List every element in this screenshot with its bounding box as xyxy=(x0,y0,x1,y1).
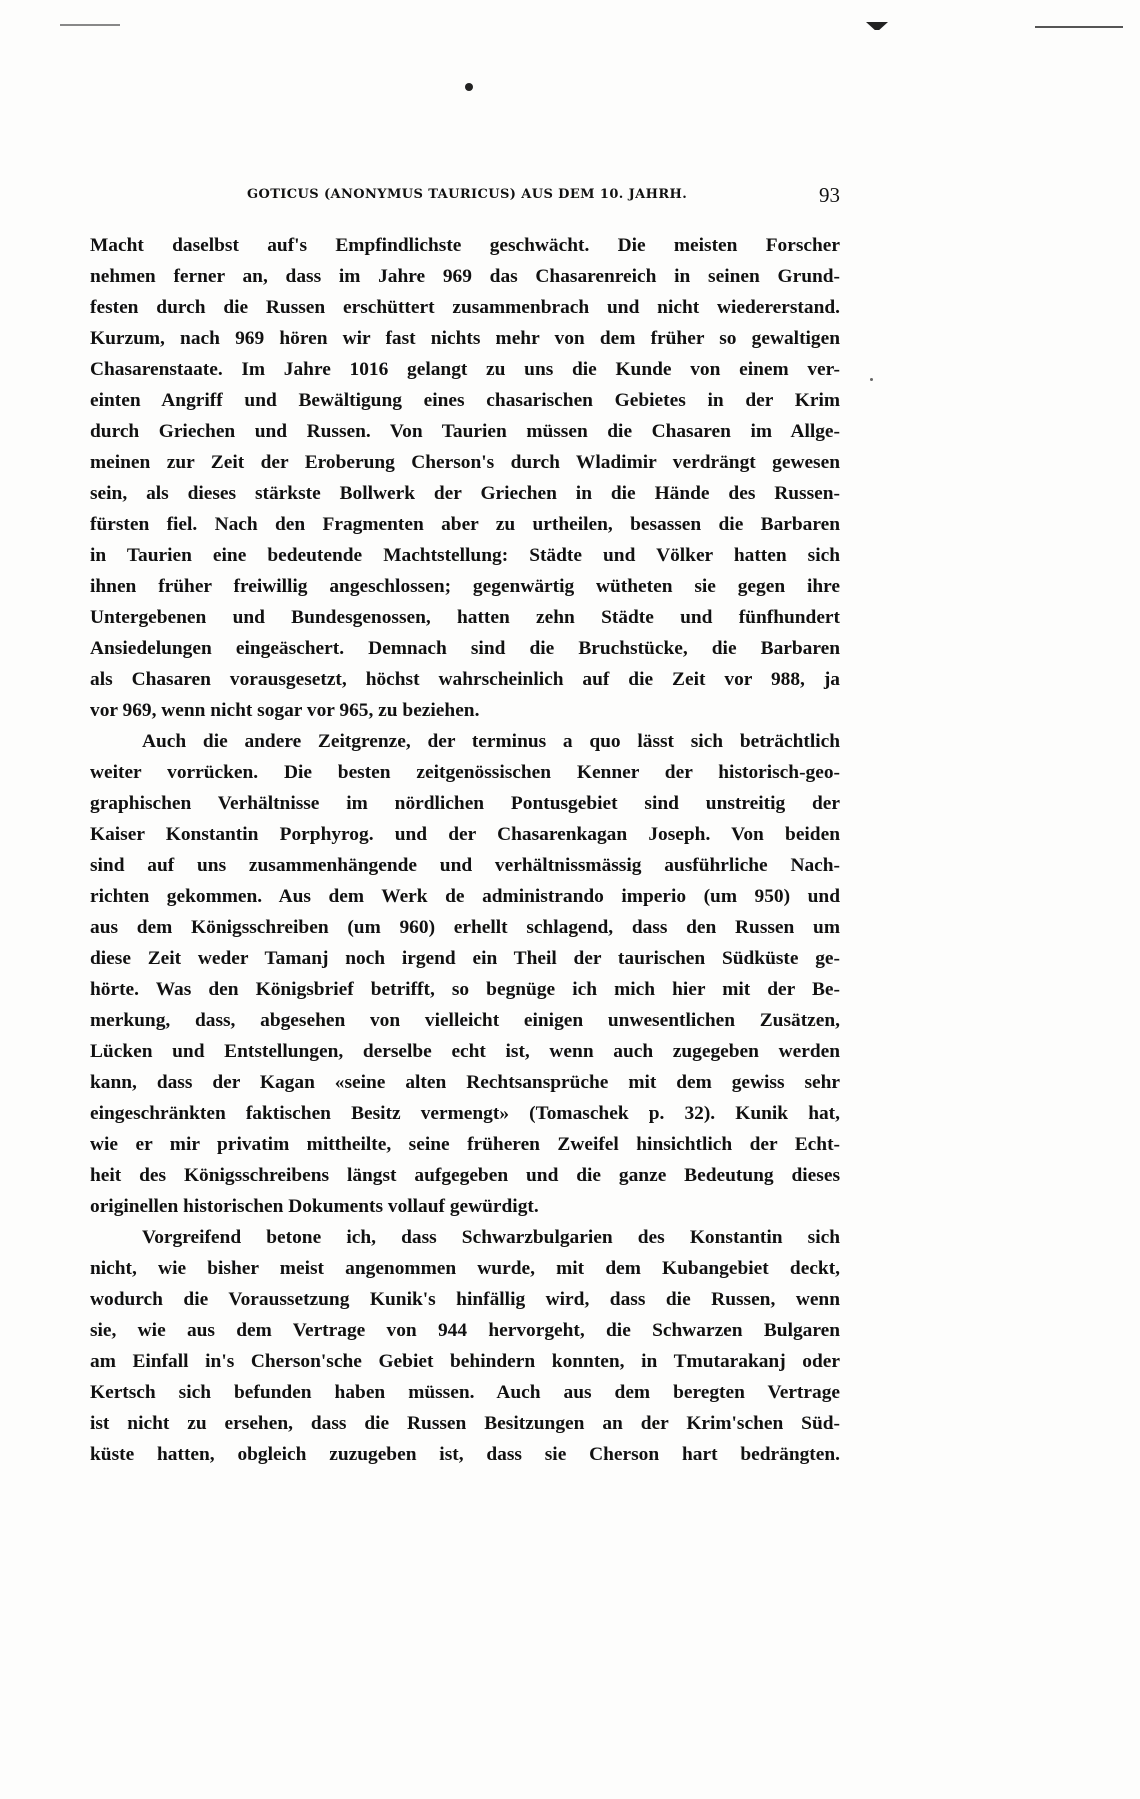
text-line: am Einfall in's Cherson'sche Gebiet behindern konnten, in Tmutarakanj oder xyxy=(90,1351,840,1372)
text-line: Kurzum, nach 969 hören wir fast nichts mehr von dem früher so gewaltigen xyxy=(90,328,840,349)
text-line: Ansiedelungen eingeäschert. Demnach sind die Bruchstücke, die Barbaren xyxy=(90,638,840,659)
text-line: nehmen ferner an, dass im Jahre 969 das Chasarenreich in seinen Grund- xyxy=(90,266,840,287)
text-line: sein, als dieses stärkste Bollwerk der Griechen in die Hände des Russen- xyxy=(90,483,840,504)
text-line: diese Zeit weder Tamanj noch irgend ein Theil der taurischen Südküste ge- xyxy=(90,948,840,969)
text-line: vor 969, wenn nicht sogar vor 965, zu beziehen. xyxy=(90,700,480,721)
text-line: Auch die andere Zeitgrenze, der terminus a quo lässt sich beträchtlich xyxy=(142,731,840,752)
running-header xyxy=(247,183,840,213)
text-line: Vorgreifend betone ich, dass Schwarzbulgarien des Konstantin sich xyxy=(142,1227,840,1248)
text-line: sie, wie aus dem Vertrage von 944 hervorgeht, die Schwarzen Bulgaren xyxy=(90,1320,840,1341)
running-title: GOTICUS (ANONYMUS TAURICUS) AUS DEM 10. JAHRH. xyxy=(247,187,688,202)
scan-artifact-arrow xyxy=(866,22,888,30)
text-line: richten gekommen. Aus dem Werk de administrando imperio (um 950) und xyxy=(90,886,840,907)
text-line: graphischen Verhältnisse im nördlichen Pontusgebiet sind unstreitig der xyxy=(90,793,840,814)
text-line: sind auf uns zusammenhängende und verhältnissmässig ausführliche Nach- xyxy=(90,855,840,876)
text-line: ihnen früher freiwillig angeschlossen; gegenwärtig wütheten sie gegen ihre xyxy=(90,576,840,597)
scan-artifact-top-right-rule xyxy=(1035,26,1123,28)
text-line: fürsten fiel. Nach den Fragmenten aber zu urtheilen, besassen die Barbaren xyxy=(90,514,840,535)
text-line: nicht, wie bisher meist angenommen wurde, mit dem Kubangebiet deckt, xyxy=(90,1258,840,1279)
text-line: kann, dass der Kagan «seine alten Rechtsansprüche mit dem gewiss sehr xyxy=(90,1072,840,1093)
text-line: aus dem Königsschreiben (um 960) erhellt schlagend, dass den Russen um xyxy=(90,917,840,938)
text-line: Kertsch sich befunden haben müssen. Auch aus dem beregten Vertrage xyxy=(90,1382,840,1403)
text-line: wie er mir privatim mittheilte, seine früheren Zweifel hinsichtlich der Echt- xyxy=(90,1134,840,1155)
page-number: 93 xyxy=(819,183,840,207)
text-line: merkung, dass, abgesehen von vielleicht einigen unwesentlichen Zusätzen, xyxy=(90,1010,840,1031)
scan-artifact-dot xyxy=(465,83,473,91)
text-line: Kaiser Konstantin Porphyrog. und der Chasarenkagan Joseph. Von beiden xyxy=(90,824,840,845)
scan-artifact-speck xyxy=(870,378,873,381)
text-line: Macht daselbst auf's Empfindlichste geschwächt. Die meisten Forscher xyxy=(90,235,840,256)
text-line: heit des Königsschreibens längst aufgegeben und die ganze Bedeutung dieses xyxy=(90,1165,840,1186)
text-line: durch Griechen und Russen. Von Taurien müssen die Chasaren im Allge- xyxy=(90,421,840,442)
text-line: festen durch die Russen erschüttert zusammenbrach und nicht wiedererstand. xyxy=(90,297,840,318)
text-line: hörte. Was den Königsbrief betrifft, so begnüge ich mich hier mit der Be- xyxy=(90,979,840,1000)
text-line: eingeschränkten faktischen Besitz vermengt» (Tomaschek p. 32). Kunik hat, xyxy=(90,1103,840,1124)
text-line: Lücken und Entstellungen, derselbe echt ist, wenn auch zugegeben werden xyxy=(90,1041,840,1062)
text-line: Untergebenen und Bundesgenossen, hatten zehn Städte und fünfhundert xyxy=(90,607,840,628)
text-line: originellen historischen Dokuments vollauf gewürdigt. xyxy=(90,1196,539,1217)
text-line: Chasarenstaate. Im Jahre 1016 gelangt zu uns die Kunde von einem ver- xyxy=(90,359,840,380)
text-line: ist nicht zu ersehen, dass die Russen Besitzungen an der Krim'schen Süd- xyxy=(90,1413,840,1434)
text-line: wodurch die Voraussetzung Kunik's hinfällig wird, dass die Russen, wenn xyxy=(90,1289,840,1310)
scan-artifact-top-left xyxy=(60,24,120,26)
text-line: meinen zur Zeit der Eroberung Cherson's durch Wladimir verdrängt gewesen xyxy=(90,452,840,473)
text-line: einten Angriff und Bewältigung eines chasarischen Gebietes in der Krim xyxy=(90,390,840,411)
text-line: in Taurien eine bedeutende Machtstellung: Städte und Völker hatten sich xyxy=(90,545,840,566)
body-text xyxy=(90,230,840,1470)
text-line: als Chasaren vorausgesetzt, höchst wahrscheinlich auf die Zeit vor 988, ja xyxy=(90,669,840,690)
text-line: küste hatten, obgleich zuzugeben ist, dass sie Cherson hart bedrängten. xyxy=(90,1444,840,1465)
text-line: weiter vorrücken. Die besten zeitgenössischen Kenner der historisch-geo- xyxy=(90,762,840,783)
